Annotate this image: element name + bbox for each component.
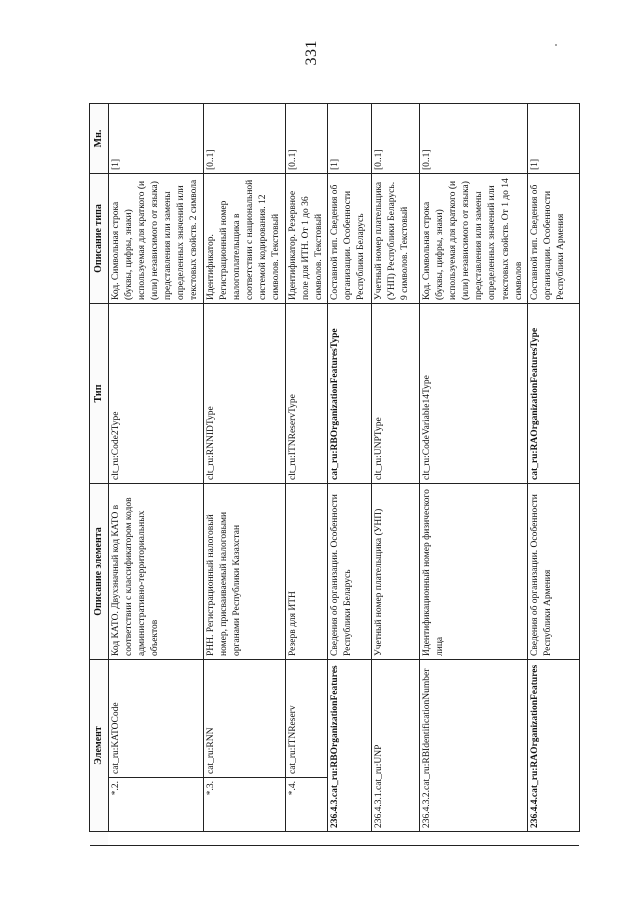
- row-type: clt_ru:ITNReservType: [285, 304, 327, 484]
- row-index: *.3.: [203, 778, 285, 832]
- row-type-description: Составной тип. Сведения об организации. Особенности Республики Беларусь: [327, 174, 371, 304]
- row-multiplicity: [1]: [108, 104, 203, 174]
- row-type-description: Идентификатор. Регистрационный номер налогоплательщика в соответствии с национальной системой кодирования. 12 символов. Текстовый: [203, 174, 285, 304]
- row-type-description: Идентификатор. Резервное поле для ИТН. От 1 до 36 символов. Текстовый: [285, 174, 327, 304]
- row-element: cat_ru:RBOrganizationFeatures: [329, 665, 340, 798]
- row-element-description: РНН. Регистрационный налоговый номер, присваиваемый налоговыми органами Республики Казахстан: [203, 484, 285, 660]
- row-element-description: Код КАТО. Двухзначный код КАТО в соответствии с классификатором кодов административно-территориальных объектов: [108, 484, 203, 660]
- row-element-description: Идентификационный номер физического лица: [419, 484, 527, 660]
- elements-table: [89, 103, 580, 846]
- row-section-element: [327, 660, 371, 832]
- table-margin-cell: [327, 832, 371, 846]
- row-element-description: Сведения об организации. Особенности Республики Беларусь: [327, 484, 371, 660]
- row-element: cat_ru:RNN: [203, 660, 285, 778]
- header-multiplicity: Мн.: [90, 104, 109, 174]
- table-header-margin: [90, 832, 109, 846]
- table-row: [203, 104, 285, 846]
- header-element-description: Описание элемента: [90, 484, 109, 660]
- row-type: clt_ru:UNPType: [371, 304, 419, 484]
- row-index: 236.4.4.: [529, 797, 540, 828]
- scan-artifact: [555, 44, 557, 46]
- row-type: clt_ru:CodeVariable14Type: [419, 304, 527, 484]
- row-multiplicity: [0..1]: [419, 104, 527, 174]
- row-section-element: [419, 660, 527, 832]
- row-type: clt_ru:Code2Type: [108, 304, 203, 484]
- row-type-description: Код. Символьная строка (буквы, цифры, знаки) используемая для краткого (и (или) независимого от языка) представления или замены определенных значений или текстовых свойств. От 1 до 14 символов: [419, 174, 527, 304]
- row-type: cat_ru:RBOrganizationFeaturesType: [327, 304, 371, 484]
- table-row: [419, 104, 527, 846]
- row-section-element: [371, 660, 419, 832]
- row-multiplicity: [1]: [327, 104, 371, 174]
- row-type: cat_ru:RAOrganizationFeaturesType: [527, 304, 579, 484]
- header-type: Тип: [90, 304, 109, 484]
- header-element: Элемент: [90, 660, 109, 832]
- rotated-table-container: [89, 104, 589, 846]
- row-section-element: [527, 660, 579, 832]
- row-element: cat_ru:UNP: [373, 744, 384, 790]
- row-element: cat_ru:RAOrganizationFeatures: [529, 664, 540, 798]
- table-row: [527, 104, 579, 846]
- row-element: cat_ru:RBIdentificationNumber: [421, 668, 432, 790]
- row-type-description: Код. Символьная строка (буквы, цифры, знаки) используемая для краткого (и (или) независимого от языка) представления или замены определенных значений или текстовых свойств. 2 символа: [108, 174, 203, 304]
- page-number: 331: [303, 40, 320, 66]
- row-multiplicity: [0..1]: [371, 104, 419, 174]
- row-multiplicity: [0..1]: [203, 104, 285, 174]
- row-element-description: Учетный номер плательщика (УНП): [371, 484, 419, 660]
- row-type: clt_ru:RNNIDType: [203, 304, 285, 484]
- table-row: [371, 104, 419, 846]
- row-index: 236.4.3.: [329, 797, 340, 828]
- table-row: [285, 104, 327, 846]
- table-margin-cell: [419, 832, 527, 846]
- table-row: [108, 104, 203, 846]
- row-type-description: Учетный номер плательщика (УНП) Республики Беларусь. 9 символов. Текстовый: [371, 174, 419, 304]
- row-index: *.2.: [108, 778, 203, 832]
- table-margin-cell: [527, 832, 579, 846]
- row-type-description: Составной тип. Сведения об организации. Особенности Республики Армения: [527, 174, 579, 304]
- table-margin-cell: [108, 832, 203, 846]
- row-element: cat_ru:KATOCode: [108, 660, 203, 778]
- row-index: 236.4.3.2.: [421, 790, 432, 828]
- row-element: cat_ru:ITNReserv: [285, 660, 327, 778]
- row-index: *.4.: [285, 778, 327, 832]
- row-index: 236.4.3.1.: [373, 790, 384, 828]
- row-element-description: Резерв для ИТН: [285, 484, 327, 660]
- table-row: [327, 104, 371, 846]
- row-element-description: Сведения об организации. Особенности Республики Армения: [527, 484, 579, 660]
- row-multiplicity: [1]: [527, 104, 579, 174]
- table-margin-cell: [203, 832, 285, 846]
- row-multiplicity: [0..1]: [285, 104, 327, 174]
- table-margin-cell: [285, 832, 327, 846]
- table-margin-cell: [371, 832, 419, 846]
- header-type-description: Описание типа: [90, 174, 109, 304]
- table-header-row: [90, 104, 109, 846]
